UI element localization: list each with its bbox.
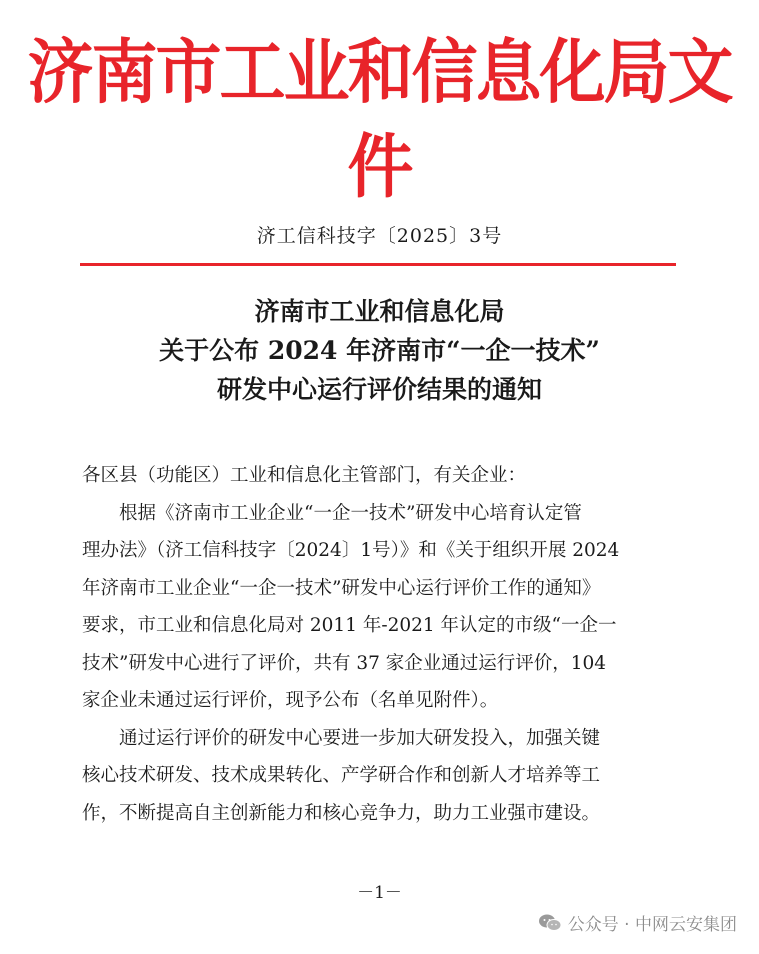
paragraph-line: 作，不断提高自主创新能力和核心竞争力，助力工业强市建设。: [82, 802, 601, 824]
document-title: [0, 292, 759, 409]
paragraph-line: 家企业未通过运行评价，现予公布（名单见附件）。: [82, 690, 499, 711]
title-line-3: 研发中心运行评价结果的通知: [216, 375, 542, 404]
salutation: 各区县（功能区）工业和信息化主管部门，有关企业：: [82, 465, 527, 486]
paragraph-line: 通过运行评价的研发中心要进一步加大研发投入，加强关键: [119, 727, 601, 749]
red-divider-line: [80, 263, 676, 266]
paragraph-2: [82, 720, 694, 833]
wechat-icon: [538, 913, 562, 933]
wechat-watermark: [538, 910, 737, 935]
paragraph-line: 根据《济南市工业企业“一企一技术”研发中心培育认定管: [119, 502, 582, 524]
paragraph-line: 核心技术研发、技术成果转化、产学研合作和创新人才培养等工: [82, 765, 601, 786]
paragraph-1: [82, 495, 694, 720]
page-number: －1－: [357, 883, 402, 903]
watermark-text: 公众号 · 中网云安集团: [567, 915, 737, 935]
paragraph-line: 技术”研发中心进行了评价，共有 37 家企业通过运行评价，104: [82, 652, 607, 674]
paragraph-line: 要求，市工业和信息化局对 2011 年-2021 年认定的市级“一企一: [82, 615, 617, 636]
paragraph-line: 理办法》（济工信科技字〔2024〕1号）》和《关于组织开展 2024: [82, 540, 620, 561]
document-masthead: 济南市工业和信息化局文件: [27, 31, 732, 208]
title-line-1: 济南市工业和信息化局: [254, 297, 505, 326]
paragraph-line: 年济南市工业企业“一企一技术”研发中心运行评价工作的通知》: [82, 577, 601, 599]
document-body: [82, 457, 694, 832]
title-line-2: 关于公布 2024 年济南市“一企一技术”: [159, 336, 600, 365]
document-number: 济工信科技字〔2025〕3号: [256, 225, 503, 247]
